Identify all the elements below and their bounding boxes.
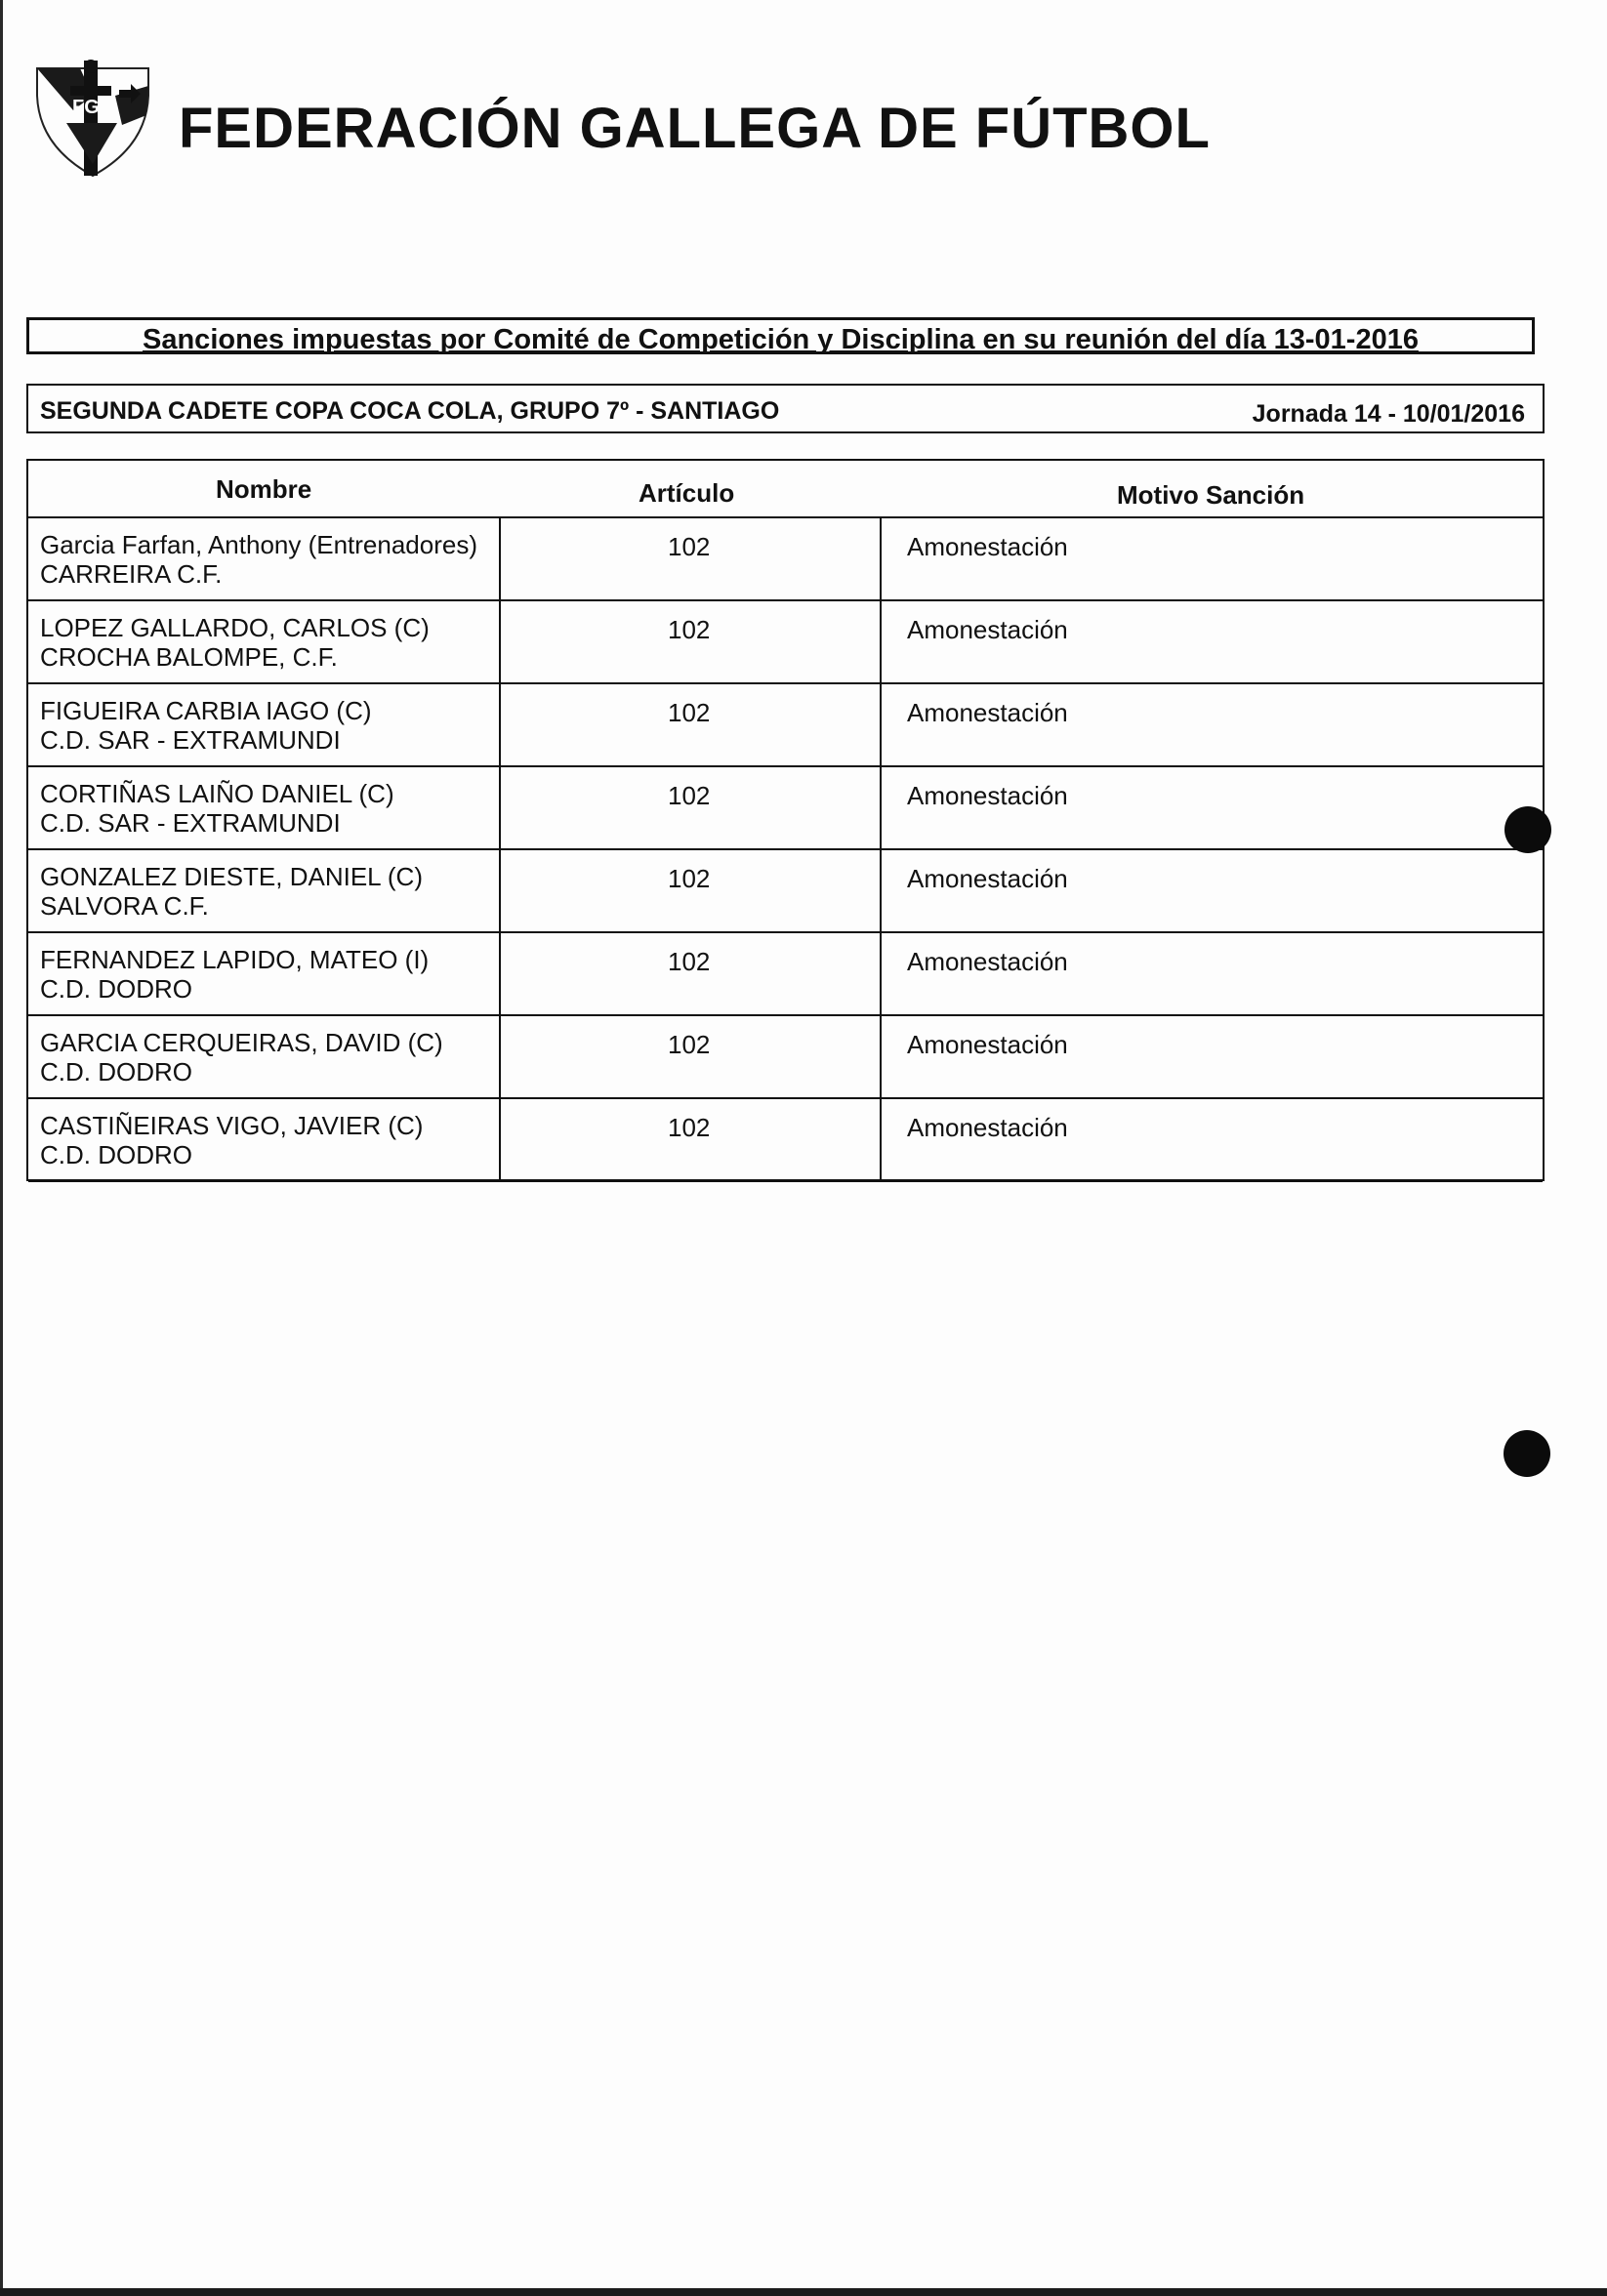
player-club: C.D. SAR - EXTRAMUNDI (40, 808, 341, 838)
articulo-cell: 102 (668, 615, 711, 644)
punch-hole-mark (1504, 806, 1551, 853)
articulo-cell: 102 (668, 781, 711, 810)
player-cell (40, 613, 430, 672)
column-header-motivo: Motivo Sanción (1117, 480, 1305, 510)
player-name: GONZALEZ DIESTE, DANIEL (C) (40, 862, 423, 891)
federation-logo (29, 57, 156, 179)
motivo-cell: Amonestación (907, 698, 1068, 727)
table-row (28, 518, 1543, 601)
player-name: Garcia Farfan, Anthony (Entrenadores) (40, 530, 478, 559)
table-row (28, 1016, 1543, 1099)
player-club: SALVORA C.F. (40, 891, 209, 921)
column-header-nombre: Nombre (216, 474, 312, 504)
articulo-cell: 102 (668, 1030, 711, 1059)
motivo-cell: Amonestación (907, 781, 1068, 810)
player-cell (40, 1028, 443, 1086)
motivo-cell: Amonestación (907, 532, 1068, 561)
articulo-cell: 102 (668, 947, 711, 976)
player-cell (40, 779, 394, 838)
player-name: LOPEZ GALLARDO, CARLOS (C) (40, 613, 430, 642)
scan-left-edge (0, 0, 3, 2296)
column-divider (880, 516, 882, 1181)
player-club: C.D. DODRO (40, 974, 192, 1004)
motivo-cell: Amonestación (907, 615, 1068, 644)
motivo-cell: Amonestación (907, 864, 1068, 893)
player-cell (40, 696, 372, 755)
table-row (28, 933, 1543, 1016)
player-name: GARCIA CERQUEIRAS, DAVID (C) (40, 1028, 443, 1057)
motivo-cell: Amonestación (907, 1030, 1068, 1059)
competition-round: Jornada 14 - 10/01/2016 (1252, 400, 1525, 428)
motivo-cell: Amonestación (907, 1113, 1068, 1142)
player-cell (40, 530, 477, 589)
motivo-cell: Amonestación (907, 947, 1068, 976)
logo-monogram: FGF (72, 97, 111, 118)
punch-hole-mark (1504, 1430, 1550, 1477)
player-club: CROCHA BALOMPE, C.F. (40, 642, 338, 672)
player-club: C.D. DODRO (40, 1140, 192, 1169)
column-divider (499, 516, 501, 1181)
table-row (28, 684, 1543, 767)
player-cell (40, 862, 423, 921)
articulo-cell: 102 (668, 1113, 711, 1142)
player-name: FERNANDEZ LAPIDO, MATEO (I) (40, 945, 430, 974)
player-name: FIGUEIRA CARBIA IAGO (C) (40, 696, 372, 725)
column-header-articulo: Artículo (639, 478, 735, 508)
scan-bottom-edge (0, 2288, 1607, 2296)
competition-box (26, 384, 1545, 433)
articulo-cell: 102 (668, 698, 711, 727)
sanctions-title-box (26, 317, 1535, 354)
player-cell (40, 1111, 423, 1169)
sanctions-title: Sanciones impuestas por Comité de Competición y Disciplina en su reunión del día 13-01-2016 (143, 324, 1419, 355)
federation-title: FEDERACIÓN GALLEGA DE FÚTBOL (179, 97, 1211, 160)
table-row (28, 1099, 1543, 1182)
player-club: C.D. SAR - EXTRAMUNDI (40, 725, 341, 755)
table-row (28, 850, 1543, 933)
table-row (28, 601, 1543, 684)
sanctions-table (26, 459, 1545, 1181)
player-name: CORTIÑAS LAIÑO DANIEL (C) (40, 779, 394, 808)
player-club: C.D. DODRO (40, 1057, 192, 1086)
player-cell (40, 945, 429, 1004)
player-name: CASTIÑEIRAS VIGO, JAVIER (C) (40, 1111, 424, 1140)
competition-name: SEGUNDA CADETE COPA COCA COLA, GRUPO 7º - SANTIAGO (40, 397, 780, 425)
articulo-cell: 102 (668, 532, 711, 561)
table-row (28, 767, 1543, 850)
player-club: CARREIRA C.F. (40, 559, 223, 589)
articulo-cell: 102 (668, 864, 711, 893)
